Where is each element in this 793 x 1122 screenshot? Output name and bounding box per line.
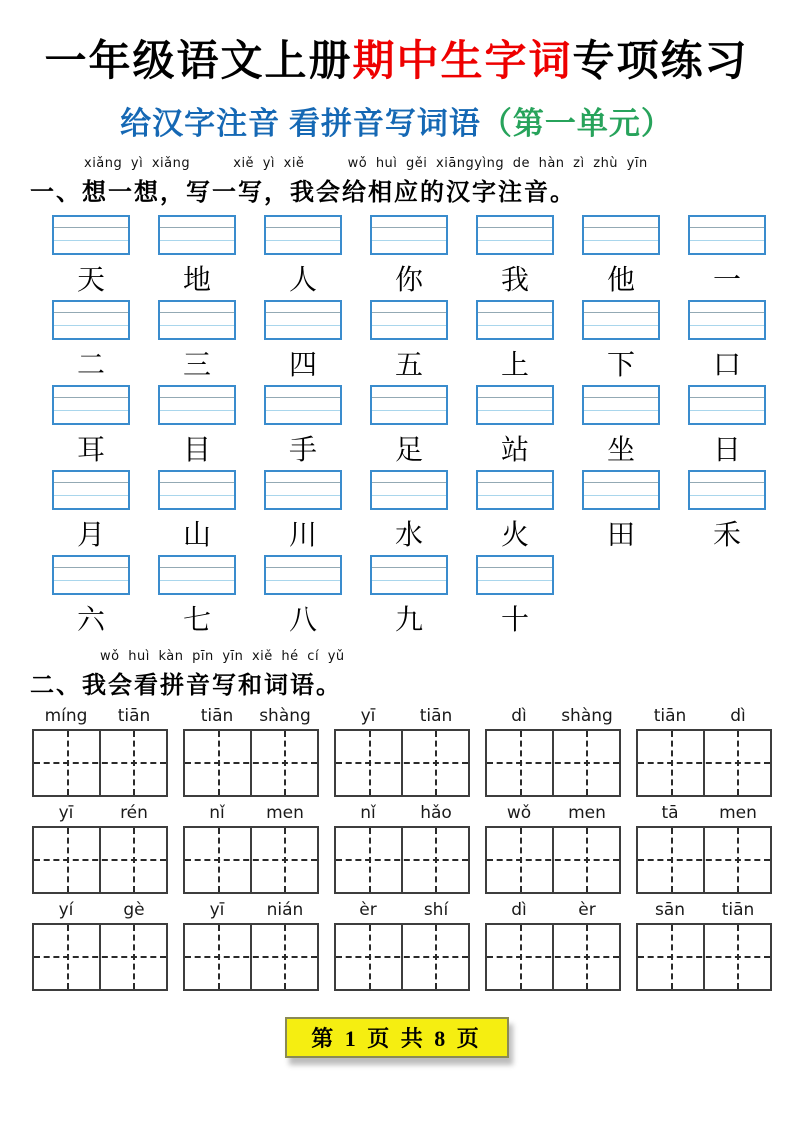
pinyin-writing-box: [158, 470, 236, 510]
dashed-guide-line: [185, 956, 317, 958]
tianzige-block: [183, 923, 319, 991]
hanzi-char: 七: [182, 605, 211, 637]
writing-blocks: [0, 729, 793, 797]
pinyin-syllable: yī: [209, 900, 225, 921]
hanzi-char: 目: [182, 435, 211, 467]
hanzi-column: [144, 215, 250, 297]
hanzi-char: 六: [76, 605, 105, 637]
hanzi-column: [462, 385, 568, 467]
pinyin-syllable: tā: [661, 803, 679, 824]
pinyin-writing-box: [476, 300, 554, 340]
pinyin-syllable: shàng: [561, 706, 613, 727]
pinyin-syllable: men: [568, 803, 606, 824]
hanzi-char: 日: [712, 435, 741, 467]
hanzi-char: 九: [394, 605, 423, 637]
pinyin-writing-box: [158, 215, 236, 255]
hanzi-char: 坐: [606, 435, 635, 467]
hanzi-column: [356, 555, 462, 637]
tianzige-block: [636, 826, 772, 894]
pinyin-writing-box: [370, 300, 448, 340]
pinyin-writing-box: [52, 470, 130, 510]
dashed-guide-line: [336, 956, 468, 958]
hanzi-char: 上: [500, 350, 529, 382]
pinyin-syllable: yī: [58, 803, 74, 824]
pinyin-word: [32, 706, 168, 726]
tianzige-block: [334, 826, 470, 894]
pinyin-word: [32, 803, 168, 823]
dashed-guide-line: [185, 859, 317, 861]
pinyin-writing-box: [264, 555, 342, 595]
hanzi-column: [462, 300, 568, 382]
pinyin-syllable: nián: [266, 900, 304, 921]
pinyin-syllable: gè: [123, 900, 145, 921]
tianzige-block: [32, 826, 168, 894]
pinyin-labels: [0, 900, 793, 920]
tianzige-block: [32, 923, 168, 991]
pinyin-syllable: yī: [360, 706, 376, 727]
pinyin-syllable: dì: [511, 900, 527, 921]
pinyin-word: [334, 900, 470, 920]
pinyin-writing-box: [688, 215, 766, 255]
hanzi-row-5: [0, 555, 793, 637]
section1-heading: 一、想一想，写一写，我会给相应的汉字注音。: [30, 180, 576, 207]
pinyin-writing-box: [264, 385, 342, 425]
hanzi-column: [356, 385, 462, 467]
subtitle-main: 给汉字注音 看拼音写词语: [120, 106, 481, 142]
word-row-1: [0, 706, 793, 797]
pinyin-word: [485, 706, 621, 726]
pinyin-syllable: shàng: [259, 706, 311, 727]
pinyin-syllable: shí: [423, 900, 449, 921]
hanzi-column: [38, 385, 144, 467]
pinyin-writing-box: [688, 385, 766, 425]
dashed-guide-line: [638, 956, 770, 958]
hanzi-char: 手: [288, 435, 317, 467]
dashed-guide-line: [487, 956, 619, 958]
pinyin-syllable: tiān: [721, 900, 755, 921]
dashed-guide-line: [487, 762, 619, 764]
title-part1: 一年级语文上册: [44, 39, 353, 85]
hanzi-char: 川: [288, 520, 317, 552]
pinyin-syllable: tiān: [419, 706, 453, 727]
pinyin-writing-box: [476, 215, 554, 255]
hanzi-char: 四: [288, 350, 317, 382]
pinyin-syllable: tiān: [117, 706, 151, 727]
tianzige-block: [636, 923, 772, 991]
dashed-guide-line: [185, 762, 317, 764]
hanzi-column: [250, 215, 356, 297]
hanzi-row-4: [0, 470, 793, 552]
hanzi-column: [462, 215, 568, 297]
section1-grid: [0, 215, 793, 637]
pinyin-syllable: dì: [730, 706, 746, 727]
pinyin-word: [636, 803, 772, 823]
pinyin-syllable: men: [266, 803, 304, 824]
pinyin-labels: [0, 706, 793, 726]
tianzige-block: [183, 826, 319, 894]
pinyin-writing-box: [52, 300, 130, 340]
hanzi-row-2: [0, 300, 793, 382]
hanzi-char: 月: [76, 520, 105, 552]
pinyin-writing-box: [476, 385, 554, 425]
pinyin-syllable: dì: [511, 706, 527, 727]
hanzi-char: 下: [606, 350, 635, 382]
pinyin-writing-box: [582, 300, 660, 340]
hanzi-char: 足: [394, 435, 423, 467]
hanzi-char: 口: [712, 350, 741, 382]
pinyin-syllable: tiān: [653, 706, 687, 727]
pinyin-writing-box: [582, 215, 660, 255]
hanzi-char: 他: [606, 265, 635, 297]
hanzi-column: [38, 555, 144, 637]
tianzige-block: [334, 923, 470, 991]
hanzi-column: [356, 470, 462, 552]
writing-blocks: [0, 826, 793, 894]
hanzi-char: 山: [182, 520, 211, 552]
pinyin-writing-box: [688, 300, 766, 340]
tianzige-block: [485, 826, 621, 894]
pinyin-writing-box: [582, 385, 660, 425]
tianzige-block: [485, 923, 621, 991]
pinyin-writing-box: [52, 215, 130, 255]
hanzi-column: [568, 470, 674, 552]
pinyin-writing-box: [688, 470, 766, 510]
pinyin-syllable: nǐ: [209, 803, 225, 824]
hanzi-char: 五: [394, 350, 423, 382]
page-footer: [285, 1017, 509, 1058]
hanzi-column: [250, 300, 356, 382]
dashed-guide-line: [638, 859, 770, 861]
pinyin-syllable: hǎo: [420, 803, 452, 824]
pinyin-writing-box: [52, 555, 130, 595]
hanzi-char: 人: [288, 265, 317, 297]
hanzi-row-3: [0, 385, 793, 467]
hanzi-char: 站: [500, 435, 529, 467]
hanzi-char: 一: [712, 265, 741, 297]
hanzi-column: [356, 300, 462, 382]
hanzi-column: [568, 300, 674, 382]
hanzi-column: [674, 470, 780, 552]
pinyin-syllable: sān: [654, 900, 686, 921]
hanzi-char: 你: [394, 265, 423, 297]
pinyin-word: [485, 803, 621, 823]
pinyin-writing-box: [264, 300, 342, 340]
page-number: 第 1 页 共 8 页: [311, 1026, 482, 1052]
page-title: [10, 38, 783, 86]
pinyin-word: [183, 900, 319, 920]
pinyin-syllable: èr: [578, 900, 596, 921]
subtitle-unit: （第一单元）: [480, 106, 673, 142]
hanzi-column: [674, 385, 780, 467]
hanzi-char: 田: [606, 520, 635, 552]
hanzi-column: [38, 470, 144, 552]
pinyin-syllable: nǐ: [360, 803, 376, 824]
hanzi-column: [250, 470, 356, 552]
pinyin-writing-box: [370, 215, 448, 255]
section2-heading: 二、我会看拼音写和词语。: [30, 673, 342, 700]
pinyin-labels: [0, 803, 793, 823]
subtitle: [0, 98, 793, 143]
title-part3: 专项练习: [572, 39, 749, 85]
pinyin-writing-box: [264, 215, 342, 255]
pinyin-word: [183, 706, 319, 726]
tianzige-block: [485, 729, 621, 797]
hanzi-column: [674, 215, 780, 297]
pinyin-word: [636, 900, 772, 920]
tianzige-block: [636, 729, 772, 797]
hanzi-char: 火: [500, 520, 529, 552]
pinyin-word: [183, 803, 319, 823]
tianzige-block: [32, 729, 168, 797]
pinyin-syllable: míng: [44, 706, 88, 727]
tianzige-block: [334, 729, 470, 797]
pinyin-writing-box: [158, 300, 236, 340]
pinyin-syllable: men: [719, 803, 757, 824]
hanzi-char: 三: [182, 350, 211, 382]
hanzi-column: [568, 385, 674, 467]
pinyin-word: [485, 900, 621, 920]
hanzi-char: 耳: [76, 435, 105, 467]
hanzi-column: [356, 215, 462, 297]
pinyin-writing-box: [476, 470, 554, 510]
pinyin-writing-box: [158, 555, 236, 595]
dashed-guide-line: [34, 859, 166, 861]
hanzi-column: [568, 215, 674, 297]
pinyin-writing-box: [582, 470, 660, 510]
hanzi-char: 十: [500, 605, 529, 637]
dashed-guide-line: [336, 859, 468, 861]
hanzi-column: [144, 300, 250, 382]
pinyin-syllable: wǒ: [506, 803, 532, 824]
hanzi-column: [674, 300, 780, 382]
dashed-guide-line: [34, 956, 166, 958]
hanzi-row-1: [0, 215, 793, 297]
pinyin-writing-box: [264, 470, 342, 510]
pinyin-writing-box: [52, 385, 130, 425]
hanzi-column: [250, 555, 356, 637]
hanzi-column: [250, 385, 356, 467]
pinyin-word: [334, 706, 470, 726]
hanzi-char: 二: [76, 350, 105, 382]
pinyin-syllable: èr: [359, 900, 377, 921]
pinyin-writing-box: [158, 385, 236, 425]
hanzi-char: 地: [182, 265, 211, 297]
hanzi-column: [462, 555, 568, 637]
hanzi-char: 禾: [712, 520, 741, 552]
pinyin-writing-box: [476, 555, 554, 595]
pinyin-writing-box: [370, 555, 448, 595]
pinyin-word: [334, 803, 470, 823]
word-row-2: [0, 803, 793, 894]
hanzi-column: [144, 470, 250, 552]
hanzi-char: 水: [394, 520, 423, 552]
dashed-guide-line: [638, 762, 770, 764]
section1-pinyin-guide: xiǎng yì xiǎng xiě yì xiě wǒ huì gěi xiāngyìng de hàn zì zhù yīn: [84, 156, 648, 172]
tianzige-block: [183, 729, 319, 797]
section2-pinyin-guide: wǒ huì kàn pīn yīn xiě hé cí yǔ: [100, 649, 345, 665]
hanzi-char: 天: [76, 265, 105, 297]
pinyin-word: [636, 706, 772, 726]
dashed-guide-line: [487, 859, 619, 861]
dashed-guide-line: [34, 762, 166, 764]
word-row-3: [0, 900, 793, 991]
hanzi-char: 八: [288, 605, 317, 637]
writing-blocks: [0, 923, 793, 991]
pinyin-syllable: rén: [120, 803, 148, 824]
hanzi-column: [38, 215, 144, 297]
pinyin-word: [32, 900, 168, 920]
hanzi-column: [144, 385, 250, 467]
hanzi-column: [462, 470, 568, 552]
dashed-guide-line: [336, 762, 468, 764]
pinyin-syllable: yí: [58, 900, 74, 921]
pinyin-writing-box: [370, 470, 448, 510]
hanzi-column: [38, 300, 144, 382]
pinyin-syllable: tiān: [200, 706, 234, 727]
hanzi-char: 我: [500, 265, 529, 297]
pinyin-writing-box: [370, 385, 448, 425]
hanzi-column: [144, 555, 250, 637]
title-highlight: 期中生字词: [352, 39, 573, 85]
